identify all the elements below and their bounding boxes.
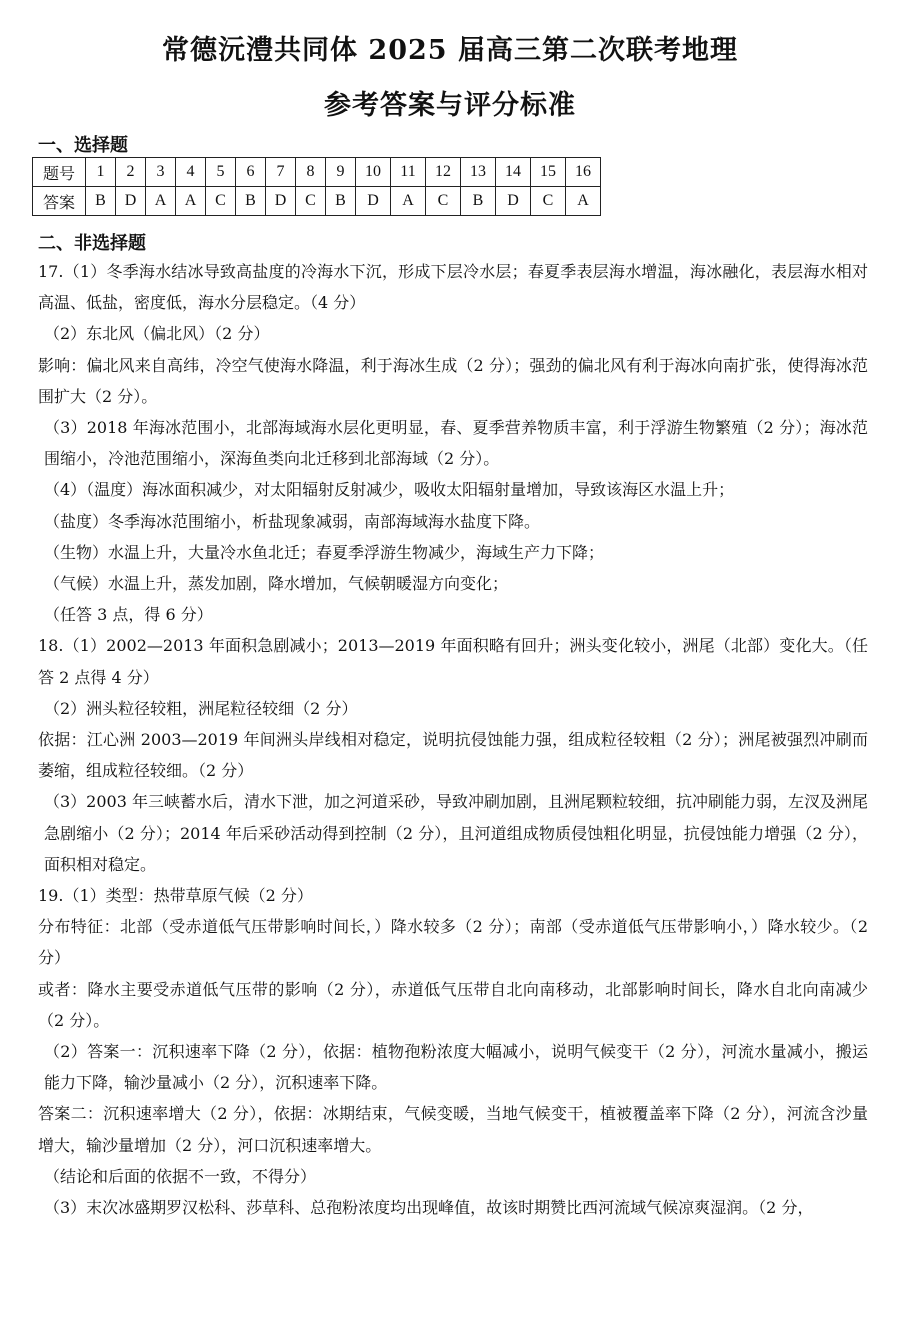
answer-cell: C: [296, 187, 326, 216]
answer-paragraph: （生物）水温上升，大量冷水鱼北迁；春夏季浮游生物减少，海域生产力下降；: [44, 542, 605, 562]
answer-paragraph: 答案二：沉积速率增大（2 分），依据：冰期结束，气候变暖，当地气候变干，植被覆盖率下降（2 分），河流含沙量增大，输沙量增加（2 分），河口沉积速率增大。: [38, 1104, 868, 1155]
answer-paragraph: （气候）水温上升，蒸发加剧，降水增加，气候朝暖湿方向变化；: [44, 574, 509, 594]
answer-cell: B: [86, 187, 116, 216]
answer-row-header: 答案: [33, 187, 86, 216]
answer-cell: A: [566, 187, 601, 216]
question-number-cell: 16: [566, 158, 601, 187]
answer-paragraph: （结论和后面的依据不一致，不得分）: [44, 1166, 317, 1186]
answer-content: [38, 256, 868, 1223]
question-number-cell: 1: [86, 158, 116, 187]
question-number-cell: 14: [496, 158, 531, 187]
answer-paragraph: 依据：江心洲 2003—2019 年间洲头岸线相对稳定，说明抗侵蚀能力强，组成粒径较粗（2 分）；洲尾被强烈冲刷而萎缩，组成粒径较细。（2 分）: [38, 730, 868, 781]
question-number-cell: 3: [146, 158, 176, 187]
question-number-cell: 8: [296, 158, 326, 187]
section-heading-choice: 一、选择题: [38, 135, 128, 156]
answer-cell: A: [176, 187, 206, 216]
question-number-cell: 9: [326, 158, 356, 187]
document-subtitle: 参考答案与评分标准: [324, 90, 576, 121]
answer-cell: B: [326, 187, 356, 216]
question-number-cell: 7: [266, 158, 296, 187]
answer-paragraph: （2）答案一：沉积速率下降（2 分），依据：植物孢粉浓度大幅减小，说明气候变干（2 分），河流水量减小，搬运能力下降，输沙量减小（2 分），沉积速率下降。: [44, 1042, 868, 1093]
answer-cell: B: [461, 187, 496, 216]
answer-paragraph: 或者：降水主要受赤道低气压带的影响（2 分），赤道低气压带自北向南移动，北部影响时间长，降水自北向南减少（2 分）。: [38, 979, 868, 1030]
answer-paragraph: （任答 3 点，得 6 分）: [44, 605, 213, 625]
answer-cell: D: [116, 187, 146, 216]
answer-cell: D: [266, 187, 296, 216]
document-title: 常德沅澧共同体 2025 届高三第二次联考地理: [162, 35, 738, 66]
answer-cell: D: [496, 187, 531, 216]
answer-paragraph: 影响：偏北风来自高纬，冷空气使海水降温，利于海冰生成（2 分）；强劲的偏北风有利于海冰向南扩张，使得海冰范围扩大（2 分）。: [38, 355, 868, 406]
answer-table-number-row: [33, 158, 601, 187]
question-number-cell: 15: [531, 158, 566, 187]
question-number-cell: 12: [426, 158, 461, 187]
answer-paragraph: （3）末次冰盛期罗汉松科、莎草科、总孢粉浓度均出现峰值，故该时期赞比西河流域气候凉爽湿润。（2 分，: [44, 1198, 814, 1218]
answer-paragraph: （4）（温度）海冰面积减少，对太阳辐射反射减少，吸收太阳辐射量增加，导致该海区水温上升；: [44, 480, 735, 500]
answer-paragraph: 17.（1）冬季海水结冰导致高盐度的冷海水下沉，形成下层冷水层；春夏季表层海水增温，海冰融化，表层海水相对高温、低盐，密度低，海水分层稳定。（4 分）: [38, 262, 868, 313]
number-row-header: 题号: [33, 158, 86, 187]
question-number-cell: 10: [356, 158, 391, 187]
answer-paragraph: （3）2018 年海冰范围小，北部海域海水层化更明显，春、夏季营养物质丰富，利于浮游生物繁殖（2 分）；海冰范围缩小，冷池范围缩小，深海鱼类向北迁移到北部海域（2 分）。: [44, 418, 868, 469]
question-number-cell: 6: [236, 158, 266, 187]
answer-cell: D: [356, 187, 391, 216]
answer-cell: A: [146, 187, 176, 216]
question-number-cell: 13: [461, 158, 496, 187]
answer-paragraph: 18.（1）2002—2013 年面积急剧减小；2013—2019 年面积略有回升；洲头变化较小，洲尾（北部）变化大。（任答 2 点得 4 分）: [38, 636, 868, 687]
answer-cell: C: [426, 187, 461, 216]
answer-paragraph: （盐度）冬季海冰范围缩小，析盐现象减弱，南部海域海水盐度下降。: [44, 511, 541, 531]
question-number-cell: 2: [116, 158, 146, 187]
question-number-cell: 4: [176, 158, 206, 187]
answer-cell: C: [206, 187, 236, 216]
answer-paragraph: （3）2003 年三峡蓄水后，清水下泄，加之河道采砂，导致冲刷加剧，且洲尾颗粒较细，抗冲刷能力弱，左汊及洲尾急剧缩小（2 分）；2014 年后采砂活动得到控制（2 分），且河道组成物质侵蚀粗化明显，抗侵蚀能力增强（2 分），面积相对稳定。: [44, 792, 868, 874]
answer-cell: C: [531, 187, 566, 216]
answer-cell: B: [236, 187, 266, 216]
answer-paragraph: （2）洲头粒径较粗，洲尾粒径较细（2 分）: [44, 698, 358, 718]
section-heading-non-choice: 二、非选择题: [38, 233, 146, 254]
answer-cell: A: [391, 187, 426, 216]
answer-paragraph: （2）东北风（偏北风）（2 分）: [44, 324, 270, 344]
answer-table-answer-row: [33, 187, 601, 216]
answer-paragraph: 分布特征：北部（受赤道低气压带影响时间长，）降水较多（2 分）；南部（受赤道低气压带影响小，）降水较少。（2 分）: [38, 917, 868, 968]
answer-paragraph: 19.（1）类型：热带草原气候（2 分）: [38, 886, 313, 906]
answer-table: [32, 157, 601, 216]
question-number-cell: 5: [206, 158, 236, 187]
question-number-cell: 11: [391, 158, 426, 187]
